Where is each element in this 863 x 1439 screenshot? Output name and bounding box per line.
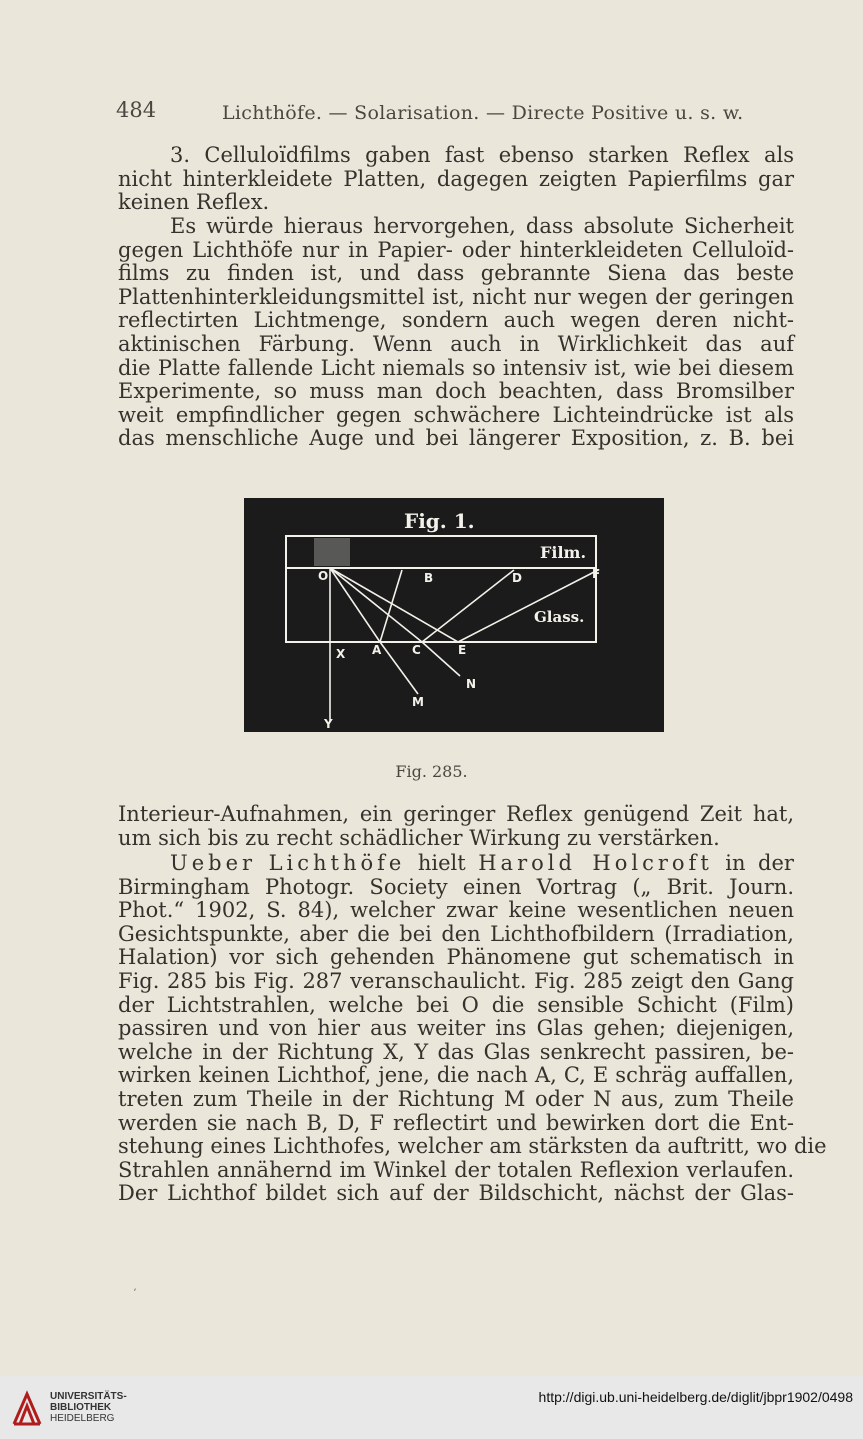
paragraph-interieur xyxy=(118,803,794,850)
spaced-term: Lichthöfe xyxy=(268,851,406,875)
text-line: um sich bis zu recht schädlicher Wirkung zu verstärken. xyxy=(118,825,720,850)
library-name-line: HEIDELBERG xyxy=(50,1413,115,1424)
text-line: Phot.“ 1902, S. 84), welcher zwar keine wesentlichen neuen xyxy=(118,898,794,923)
label-o: O xyxy=(318,569,329,583)
text-line: Strahlen annähernd im Winkel der totalen Reflexion verlaufen. xyxy=(118,1157,794,1182)
label-d: D xyxy=(512,571,522,585)
text-line: Halation) vor sich gehenden Phänomene gut schematisch in xyxy=(118,945,794,970)
label-f: F xyxy=(592,567,601,581)
text-line: aktinischen Färbung. Wenn auch in Wirklichkeit das auf xyxy=(118,331,794,356)
text-line: wirken keinen Lichthof, jene, die nach A, C, E schräg auffallen, xyxy=(118,1063,794,1088)
text-line: 3. Celluloïdfilms gaben fast ebenso starken Reflex als xyxy=(170,143,794,167)
text-line: Experimente, so muss man doch beachten, dass Bromsilber xyxy=(118,379,794,404)
library-name-line: BIBLIOTHEK xyxy=(50,1402,112,1413)
label-a: A xyxy=(372,643,382,657)
text-line: Birmingham Photogr. Society einen Vortrag („ Brit. Journ. xyxy=(118,874,794,899)
text-line-first xyxy=(118,852,794,876)
text-line: films zu finden ist, und dass gebrannte Siena das beste xyxy=(118,261,794,286)
library-logo-icon xyxy=(10,1388,44,1428)
text-line: welche in der Richtung X, Y das Glas senkrecht passiren, be- xyxy=(118,1039,794,1064)
text-line: das menschliche Auge und bei längerer Exposition, z. B. bei xyxy=(118,426,794,451)
label-c: C xyxy=(412,643,421,657)
label-e: E xyxy=(458,643,467,657)
glass-label: Glass. xyxy=(534,608,585,626)
text-line: Es würde hieraus hervorgehen, dass absolute Sicherheit xyxy=(170,214,794,238)
text-line: passiren und von hier aus weiter ins Glas gehen; diejenigen, xyxy=(118,1016,794,1041)
text-line: Fig. 285 bis Fig. 287 veranschaulicht. Fig. 285 zeigt den Gang xyxy=(118,968,794,993)
figure-title: Fig. 1. xyxy=(404,509,475,533)
text-line: keinen Reflex. xyxy=(118,190,270,215)
text-line: treten zum Theile in der Richtung M oder N aus, zum Theile xyxy=(118,1086,794,1111)
text-line: der Lichtstrahlen, welche bei O die sensible Schicht (Film) xyxy=(118,992,794,1017)
text-line: Plattenhinterkleidungsmittel ist, nicht nur wegen der geringen xyxy=(118,284,794,309)
text-line: die Platte fallende Licht niemals so intensiv ist, wie bei diesem xyxy=(118,355,794,380)
text-line: gegen Lichthöfe nur in Papier- oder hinterkleideten Celluloïd- xyxy=(118,237,794,262)
halation-diagram xyxy=(244,498,664,732)
text-line: reflectirten Lichtmenge, sondern auch wegen deren nicht- xyxy=(118,308,794,333)
label-b: B xyxy=(424,571,434,585)
library-name xyxy=(50,1391,127,1424)
running-title: Lichthöfe. — Solarisation. — Directe Positive u. s. w. xyxy=(222,102,744,124)
text-line: Der Lichthof bildet sich auf der Bildschicht, nächst der Glas- xyxy=(118,1181,794,1206)
text-line: stehung eines Lichthofes, welcher am stärksten da auftritt, wo die xyxy=(118,1134,827,1159)
plain-word: hielt xyxy=(417,851,466,875)
spaced-word: Ueber xyxy=(170,851,257,875)
label-n: N xyxy=(466,677,477,691)
film-exposure-spot xyxy=(314,538,350,566)
text-line: nicht hinterkleidete Platten, dagegen zeigten Papierfilms gar xyxy=(118,166,794,191)
text-line: Gesichtspunkte, aber die bei den Lichthofbildern (Irradiation, xyxy=(118,921,794,946)
label-m: M xyxy=(412,695,424,709)
page-number: 484 xyxy=(116,98,157,122)
text-line: Interieur-Aufnahmen, ein geringer Reflex genügend Zeit hat, xyxy=(118,802,794,826)
figure-285 xyxy=(244,498,664,732)
figure-caption: Fig. 285. xyxy=(395,762,468,781)
stray-mark: ʼ xyxy=(133,1288,137,1299)
plain-word: in der xyxy=(725,851,794,875)
paragraph-sicherheit xyxy=(118,215,794,451)
spaced-name: Harold Holcroft xyxy=(478,851,713,875)
glass-layer xyxy=(286,568,596,642)
text-line: werden sie nach B, D, F reflectirt und bewirken dort die Ent- xyxy=(118,1110,794,1135)
footer-bar xyxy=(0,1376,863,1439)
label-x: X xyxy=(336,647,346,661)
paragraph-celluloid xyxy=(118,144,794,215)
label-y: Y xyxy=(324,717,333,731)
library-name-line: UNIVERSITÄTS- xyxy=(50,1391,127,1402)
source-url-link[interactable]: http://digi.ub.uni-heidelberg.de/diglit/jbpr1902/0498 xyxy=(538,1389,853,1405)
paragraph-holcroft xyxy=(118,851,827,1206)
text-line: weit empfindlicher gegen schwächere Lichteindrücke ist als xyxy=(118,402,794,427)
film-label: Film. xyxy=(540,543,587,562)
